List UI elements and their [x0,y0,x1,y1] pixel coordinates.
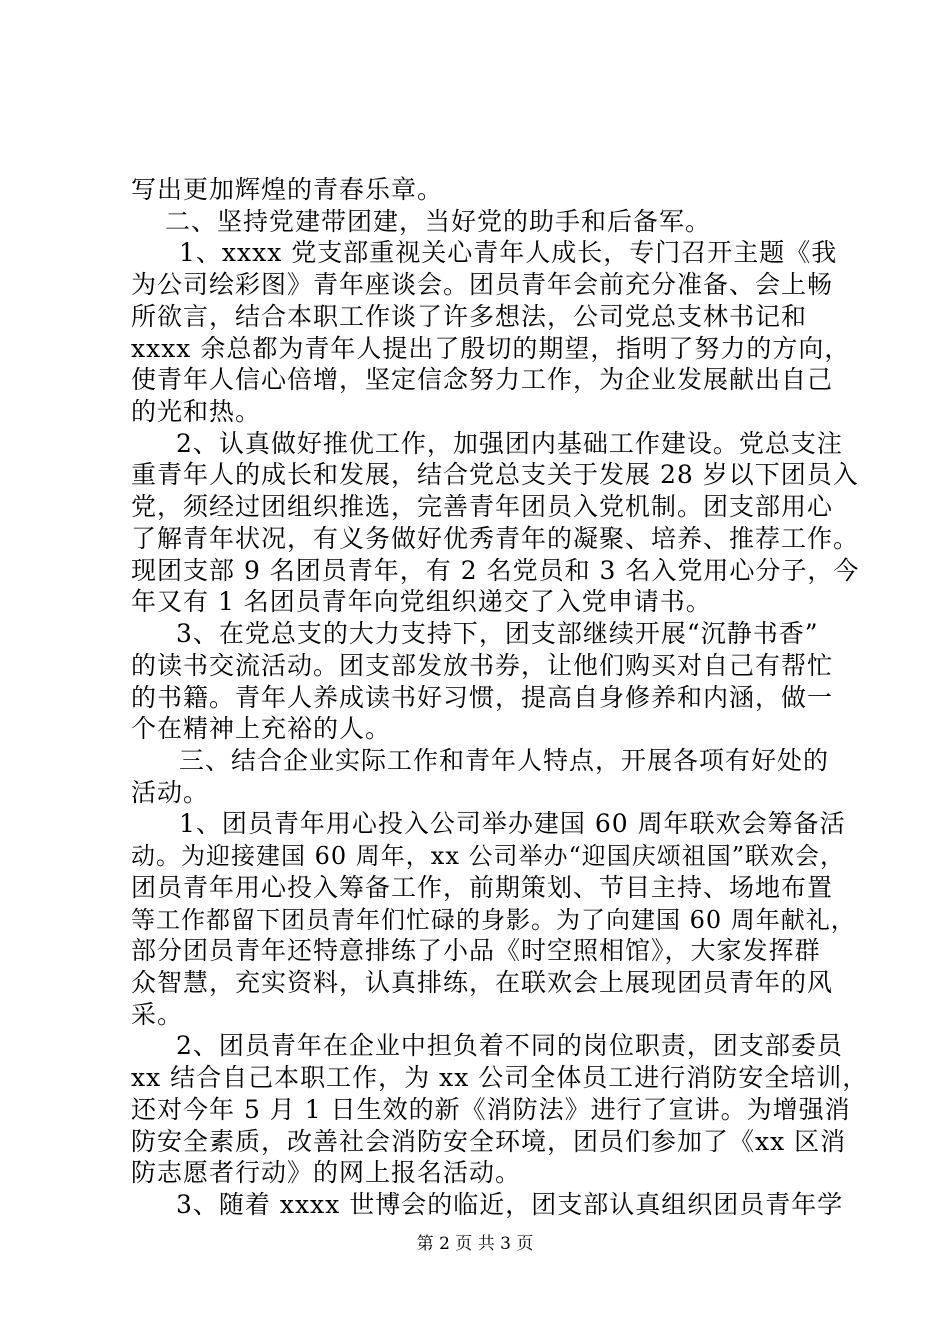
text-line: 采。 [131,1000,184,1029]
text-line: 重青年人的成长和发展，结合党总支关于发展 28 岁以下团员入 [131,460,859,489]
page-number-footer: 第 2 页 共 3 页 [416,1234,534,1254]
section-heading: 三、结合企业实际工作和青年人特点，开展各项有好处的 [179,746,830,775]
text-line: 等工作都留下团员青年们忙碌的身影。为了向建国 60 周年献礼， [131,906,856,934]
text-line: 的书籍。青年人养成读书好习惯，提高自身修养和内涵，做一 [131,683,834,712]
text-line: 动。为迎接建国 60 周年，xx 公司举办“迎国庆颂祖国”联欢会， [131,842,846,870]
text-line: xx 结合自己本职工作，为 xx 公司全体员工进行消防安全培训， [131,1063,869,1092]
text-line: 的读书交流活动。团支部发放书券，让他们购买对自己有帮忙 [131,651,834,680]
text-line: 现团支部 9 名团员青年，有 2 名党员和 3 名入党用心分子，今 [131,556,860,585]
text-line: 年又有 1 名团员青年向党组织递交了入党申请书。 [131,587,712,616]
section-heading: 二、坚持党建带团建，当好党的助手和后备军。 [165,207,712,236]
text-line: 防志愿者行动》的网上报名活动。 [131,1158,522,1187]
text-line: 3、随着 xxxx 世博会的临近，团支部认真组织团员青年学 [176,1190,844,1219]
text-line: 使青年人信心倍增，坚定信念努力工作，为企业发展献出自己 [131,365,834,394]
text-line: 2、认真做好推优工作，加强团内基础工作建设。党总支注 [176,429,843,458]
text-line: 3、在党总支的大力支持下，团支部继续开展“沉静书香” [176,619,819,648]
text-line: 个在精神上充裕的人。 [131,714,392,743]
text-line: 2、团员青年在企业中担负着不同的岗位职责，团支部委员 [176,1031,843,1060]
text-line: 团员青年用心投入筹备工作，前期策划、节目主持、场地布置 [131,873,834,902]
text-line: 1、xxxx 党支部重视关心青年人成长，专门召开主题《我 [179,238,838,267]
text-line: 党，须经过团组织推选，完善青年团员入党机制。团支部用心 [131,492,834,521]
text-line: 众智慧，充实资料，认真排练，在联欢会上展现团员青年的风 [131,968,834,997]
text-line: 1、团员青年用心投入公司举办建国 60 周年联欢会筹备活 [179,809,846,838]
text-line: 部分团员青年还特意排练了小品《时空照相馆》，大家发挥群 [131,936,821,965]
text-line: 防安全素质，改善社会消防安全环境，团员们参加了《xx 区消 [131,1127,847,1156]
text-line: 活动。 [131,778,210,807]
text-line: 了解青年状况，有义务做好优秀青年的凝聚、培养、推荐工作。 [131,524,860,553]
text-line: 还对今年 5 月 1 日生效的新《消防法》进行了宣讲。为增强消 [131,1095,851,1124]
text-line: xxxx 余总都为青年人提出了殷切的期望，指明了努力的方向， [131,334,851,363]
text-line: 写出更加辉煌的青春乐章。 [131,175,444,204]
text-line: 为公司绘彩图》青年座谈会。团员青年会前充分准备、会上畅 [131,270,834,299]
text-line: 的光和热。 [131,397,262,426]
text-line: 所欲言，结合本职工作谈了许多想法，公司党总支林书记和 [131,302,808,331]
